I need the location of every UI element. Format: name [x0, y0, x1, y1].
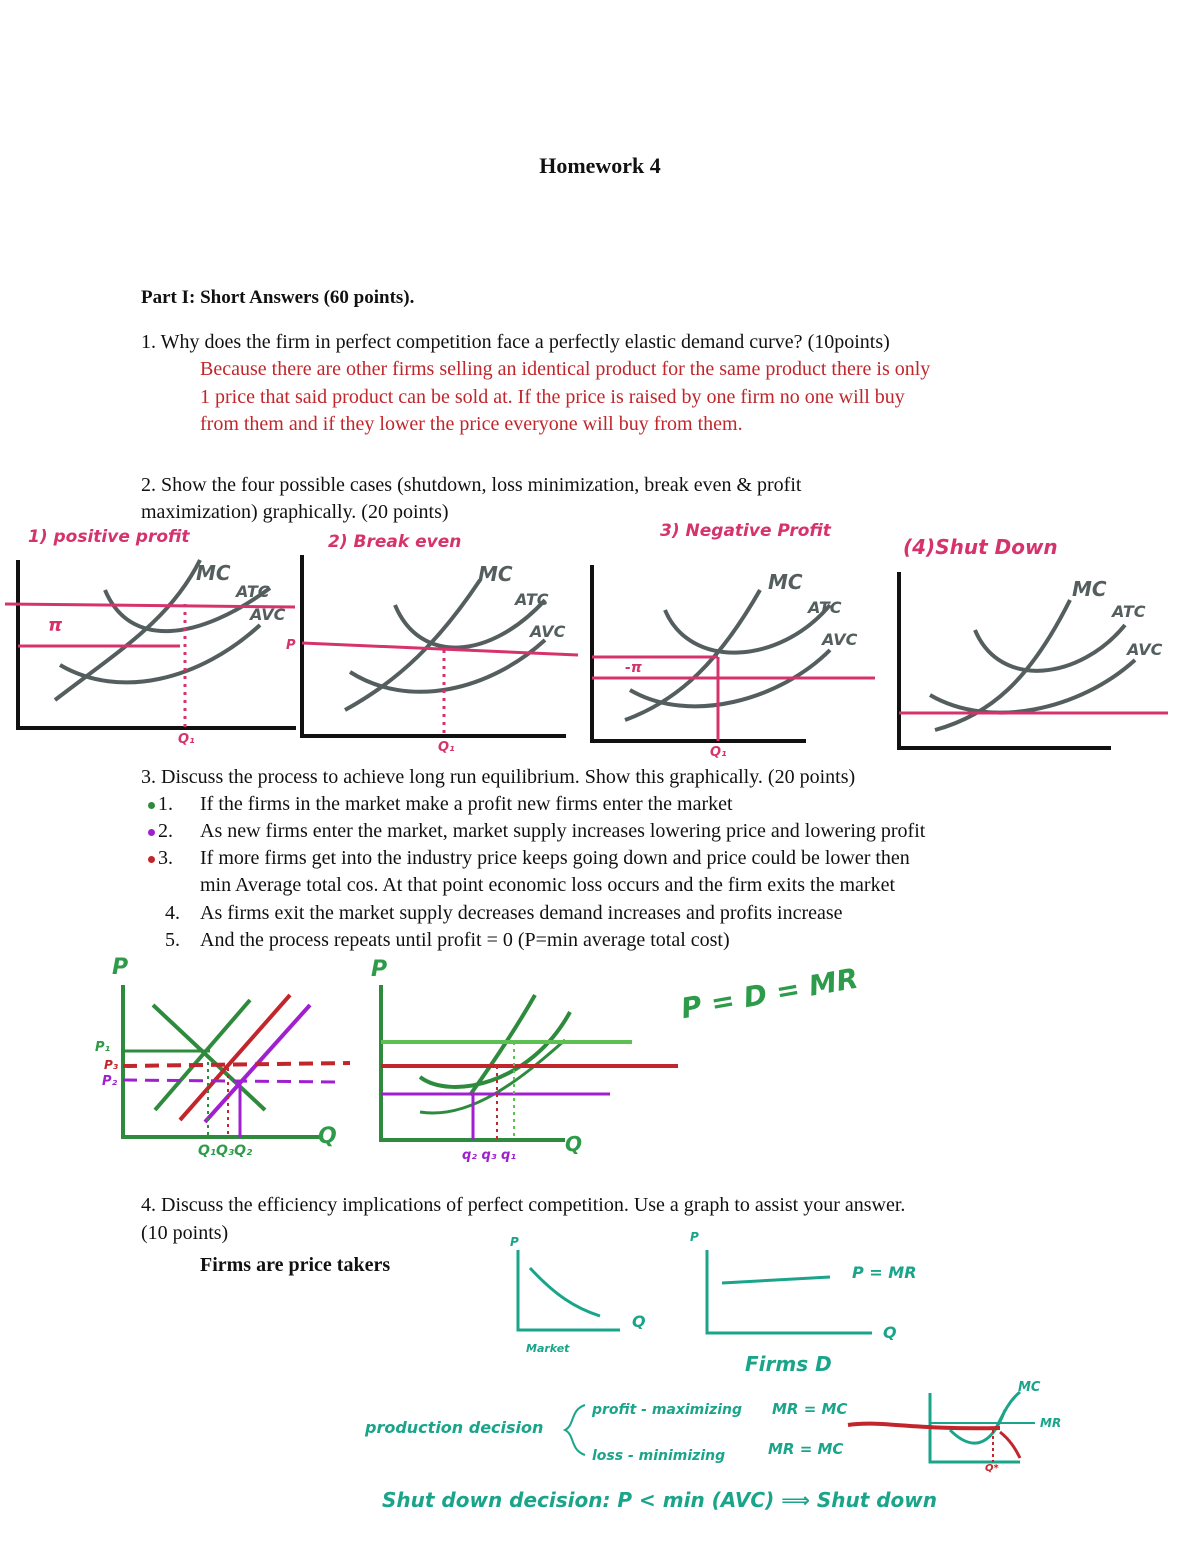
q4-market-graph	[518, 1250, 620, 1330]
graph4-avc-label: AVC	[1127, 640, 1163, 659]
q3-p1-label: P₁	[95, 1040, 111, 1055]
q3-market-p-label: P	[112, 955, 129, 980]
step-marker-icon	[148, 802, 155, 809]
graph3-loss-label: -π	[625, 660, 642, 676]
graph3-caption: 3) Negative Profit	[660, 521, 831, 541]
q4-market-caption: Market	[526, 1342, 570, 1355]
graph-shut-down	[899, 572, 1168, 748]
q3-step-text: As firms exit the market supply decreases demand increases and profits increase	[200, 902, 843, 924]
q1-answer-line: 1 price that said product can be sold at. If the price is raised by one firm no one will buy	[200, 386, 905, 408]
q3-market-q-ticks: Q₁Q₃Q₂	[198, 1143, 253, 1159]
graph2-mc-label: MC	[478, 562, 513, 586]
loss-min-label: loss - minimizing	[592, 1448, 726, 1464]
q4-firm-caption: Firms D	[745, 1352, 832, 1376]
q4-market-q-label: Q	[632, 1312, 646, 1331]
graph1-profit-label: π	[48, 615, 63, 636]
graph1-avc-label: AVC	[250, 605, 286, 624]
graph4-caption: (4)Shut Down	[903, 535, 1058, 559]
q4-firm-line-label: P = MR	[852, 1263, 917, 1282]
graph2-caption: 2) Break even	[328, 532, 462, 552]
loss-min-rule: MR = MC	[768, 1440, 844, 1458]
q4-question: 4. Discuss the efficiency implications of perfect competition. Use a graph to assist your answer.	[141, 1194, 906, 1216]
q3-equation: P = D = MR	[678, 961, 861, 1026]
graph-break-even	[302, 555, 578, 736]
graph2-q-label: Q₁	[438, 740, 455, 755]
part-heading: Part I: Short Answers (60 points).	[141, 287, 415, 308]
decision-q-label: Q*	[985, 1463, 999, 1474]
step-marker-icon	[148, 829, 155, 836]
q4-question: (10 points)	[141, 1222, 229, 1244]
q3-step: 1.	[148, 791, 173, 818]
q3-firm-q-label: Q	[565, 1132, 583, 1156]
q3-step: 4.	[165, 902, 180, 924]
q3-step: 5.	[165, 929, 180, 951]
graph3-atc-label: ATC	[808, 598, 842, 617]
q4-market-p-label: P	[510, 1235, 519, 1249]
profit-max-label: profit - maximizing	[592, 1402, 743, 1418]
q3-firm-p-label: P	[371, 957, 388, 982]
graph3-avc-label: AVC	[822, 630, 858, 649]
production-decision-label: production decision	[365, 1418, 544, 1437]
decision-mc-label: MC	[1018, 1380, 1041, 1395]
q4-firm-q-label: Q	[883, 1323, 897, 1342]
graph2-atc-label: ATC	[515, 590, 549, 609]
q3-market-graph	[123, 985, 350, 1137]
graph3-q-label: Q₁	[710, 745, 727, 760]
q1-answer-line: Because there are other firms selling an identical product for the same product there is only	[200, 358, 931, 380]
graph1-q-label: Q₁	[178, 732, 195, 747]
q3-step-text: And the process repeats until profit = 0 (P=min average total cost)	[200, 929, 730, 951]
q3-step-text: As new firms enter the market, market supply increases lowering price and lowering profit	[200, 820, 926, 842]
graph1-atc-label: ATC	[236, 582, 270, 601]
q3-step: 3.	[148, 845, 173, 872]
q3-step: 2.	[148, 818, 173, 845]
q4-answer: Firms are price takers	[200, 1254, 391, 1276]
page-title: Homework 4	[539, 153, 661, 178]
q2-question: maximization) graphically. (20 points)	[141, 501, 449, 523]
graph-negative-profit	[592, 565, 875, 741]
q4-firm-graph	[707, 1250, 872, 1333]
q3-question: 3. Discuss the process to achieve long run equilibrium. Show this graphically. (20 points)	[141, 766, 856, 788]
q3-p2-label: P₂	[102, 1074, 118, 1089]
graph3-mc-label: MC	[768, 570, 803, 594]
profit-max-rule: MR = MC	[772, 1400, 848, 1418]
graph4-atc-label: ATC	[1112, 602, 1146, 621]
decision-mr-label: MR	[1040, 1416, 1062, 1430]
q3-firm-graph	[381, 985, 678, 1140]
q3-step-text: If more firms get into the industry price keeps going down and price could be lower then	[200, 847, 910, 869]
graph4-mc-label: MC	[1072, 577, 1107, 601]
q2-question: 2. Show the four possible cases (shutdown, loss minimization, break even & profit	[141, 474, 802, 496]
q1-answer-line: from them and if they lower the price everyone will buy from them.	[200, 413, 743, 435]
graph1-mc-label: MC	[196, 561, 231, 585]
graph1-caption: 1) positive profit	[28, 527, 190, 547]
shutdown-decision: Shut down decision: P < min (AVC) ⟹ Shut down	[382, 1488, 937, 1512]
q3-step-text: If the firms in the market make a profit new firms enter the market	[200, 793, 733, 815]
step-marker-icon	[148, 856, 155, 863]
graph2-p-label: P	[286, 638, 296, 653]
q3-step-text: min Average total cos. At that point economic loss occurs and the firm exits the market	[200, 874, 896, 896]
q1-question: 1. Why does the firm in perfect competition face a perfectly elastic demand curve? (10points)	[141, 331, 890, 353]
q3-p3-label: P₃	[104, 1058, 119, 1072]
q3-market-q-label: Q	[318, 1124, 337, 1149]
q3-firm-q-ticks: q₂ q₃ q₁	[462, 1148, 517, 1163]
q4-firm-p-label: P	[690, 1230, 699, 1244]
graph2-avc-label: AVC	[530, 622, 566, 641]
